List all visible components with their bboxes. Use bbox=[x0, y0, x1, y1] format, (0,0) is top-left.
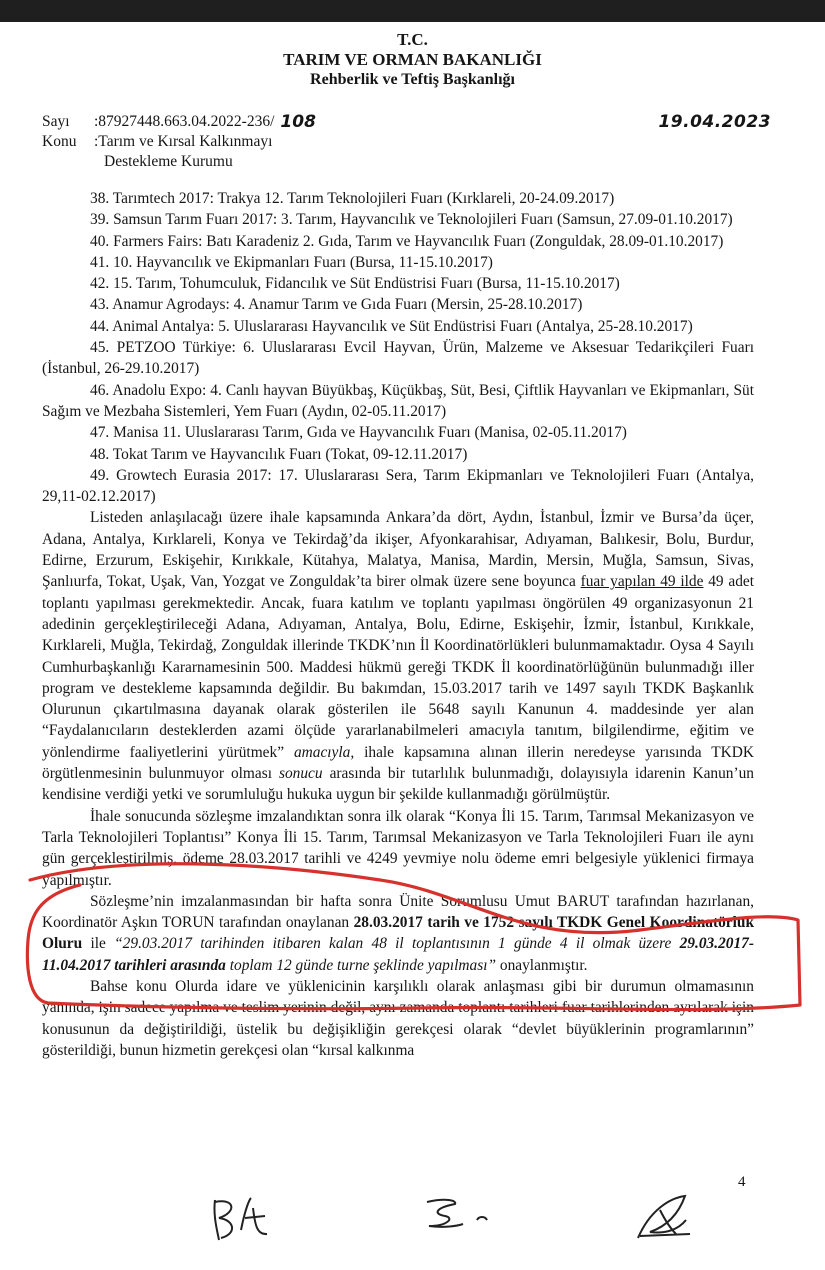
konu-value: :Tarım ve Kırsal Kalkınmayı bbox=[94, 133, 273, 150]
page-number: 4 bbox=[738, 1174, 746, 1190]
list-item: 44. Animal Antalya: 5. Uluslararası Hayvancılık ve Süt Endüstrisi Fuarı (Antalya, 25-28.10.2017) bbox=[90, 317, 693, 335]
header-department: Rehberlik ve Teftiş Başkanlığı bbox=[310, 71, 515, 88]
list-item: 43. Anamur Agrodays: 4. Anamur Tarım ve Gıda Fuarı (Mersin, 25-28.10.2017) bbox=[90, 296, 583, 314]
sayi-handwritten: 108 bbox=[280, 112, 316, 132]
list-item: 41. 10. Hayvancılık ve Ekipmanları Fuarı (Bursa, 11-15.10.2017) bbox=[90, 253, 493, 271]
list-item: 40. Farmers Fairs: Batı Karadeniz 2. Gıda, Tarım ve Hayvancılık Fuarı (Zonguldak, 28.09-01.10.2017) bbox=[90, 232, 724, 250]
konu-value-line2: Destekleme Kurumu bbox=[104, 153, 233, 170]
handwritten-date: 19.04.2023 bbox=[658, 112, 771, 132]
document-body bbox=[42, 188, 754, 1061]
list-item: 39. Samsun Tarım Fuarı 2017: 3. Tarım, Hayvancılık ve Teknolojileri Fuarı (Samsun, 27.09-01.10.2017) bbox=[90, 211, 733, 229]
document-meta bbox=[42, 112, 316, 172]
paragraph-conclusion: Bahse konu Olurda idare ve yüklenicinin karşılıklı olarak anlaşması gibi bir durumun olmamasının yanında, işin sadece yapılma ve teslim yerinin değil, aynı zamanda toplantı tarihleri fuar tarihlerinden ayrılarak işin konusunun da değiştirildiği, üstelik bu değişikliğin gerekçesi olarak “devlet büyüklerinin programlarının” gösterildiği, bunun hizmetin gerekçesi olan “kırsal kalkınma bbox=[42, 977, 754, 1059]
document-header bbox=[0, 30, 825, 90]
sayi-label: Sayı bbox=[42, 113, 70, 130]
signature-3 bbox=[630, 1190, 700, 1245]
paragraph-contract: İhale sonucunda sözleşme imzalandıktan sonra ilk olarak “Konya İli 15. Tarım, Tarımsal Mekanizasyon ve Tarla Teknolojileri Toplantısı” Konya İli 15. Tarım, Tarımsal Mekanizasyon ve Tarla Teknolojileri Fuarı ile aynı gün gerçekleştirilmiş, ödeme 28.03.2017 tarihli ve 4249 yevmiye nolu ödeme emri belgesiyle yüklenici firmaya yapılmıştır. bbox=[42, 807, 754, 889]
top-bar bbox=[0, 0, 825, 22]
paragraph-approval: Sözleşme’nin imzalanmasından bir hafta sonra Ünite Sorumlusu Umut BARUT tarafından hazırlanan, Koordinatör Aşkın TORUN tarafından onaylanan 28.03.2017 tarih ve 1752 sayılı TKDK Genel Koordinatörlük Oluru ile “29.03.2017 tarihinden itibaren kalan 48 il toplantısının 1 günde 4 il olmak üzere 29.03.2017-11.04.2017 tarihleri arasında toplam 12 günde turne şeklinde yapılması” onaylanmıştır. bbox=[42, 892, 754, 974]
paragraph-analysis: Listeden anlaşılacağı üzere ihale kapsamında Ankara’da dört, Aydın, İstanbul, İzmir ve Bursa’da üçer, Adana, Antalya, Kırklareli, Konya ve Tekirdağ’da ikişer, Afyonkarahisar, Adıyaman, Balıkesir, Bolu, Burdur, Edirne, Erzurum, Eskişehir, Kırıkkale, Kütahya, Malatya, Manisa, Mardin, Mersin, Muğla, Samsun, Sivas, Şanlıurfa, Tokat, Uşak, Van, Yozgat ve Zonguldak’ta birer olmak üzere sene boyunca fuar yapılan 49 ilde 49 adet toplantı yapılması gerekmektedir. Ancak, fuara katılım ve toplantı yapılması öngörülen 49 organizasyonun 21 adedinin gerçekleştirileceği Adana, Adıyaman, Antalya, Bolu, Edirne, Eskişehir, İzmir, İstanbul, Kırıkkale, Kırklareli, Muğla, Tekirdağ, Zonguldak illerinde TKDK’nın İl Koordinatörlükleri bulunmamaktadır. Oysa 4 Sayılı Cumhurbaşkanlığı Kararnamesinin 500. Maddesi hükmü gereği TKDK İl koordinatörlüğünün bulunmadığı iller program ve destekleme kapsamında değildir. Bu bakımdan, 15.03.2017 tarih ve 1497 sayılı TKDK Başkanlık Olurunun çıkartılmasına dayanak olarak gösterilen ile 5648 sayılı Kanunun 4. maddesinde yer alan “Faydalanıcıların desteklerden azami ölçüde yararlanabilmeleri amacıyla tanıtım, bilgilendirme, eğitim ve yönlendirme faaliyetlerini yürütmek” amacıyla, ihale kapsamına alınan illerin neredeyse yarısında TKDK örgütlenmesinin bulunmuyor olması sonucu arasında bir tutarlılık bulunmadığı, dolayısıyla idarenin Kanun’un kendisine verdiği yetki ve sorumluluğu hukuka uygun bir şekilde kullanmadığı görülmüştür. bbox=[42, 509, 755, 804]
list-item: 38. Tarımtech 2017: Trakya 12. Tarım Teknolojileri Fuarı (Kırklareli, 20-24.09.2017) bbox=[90, 190, 615, 207]
list-item: 45. PETZOO Türkiye: 6. Uluslararası Evcil Hayvan, Ürün, Malzeme ve Aksesuar Tedarikçileri Fuarı (İstanbul, 26-29.10.2017) bbox=[42, 339, 754, 378]
underlined-phrase: fuar yapılan 49 ilde bbox=[580, 573, 704, 591]
header-tc: T.C. bbox=[397, 30, 428, 49]
list-item: 47. Manisa 11. Uluslararası Tarım, Gıda ve Hayvancılık Fuarı (Manisa, 02-05.11.2017) bbox=[90, 424, 627, 442]
signature-2 bbox=[415, 1190, 495, 1235]
list-item: 49. Growtech Eurasia 2017: 17. Uluslararası Sera, Tarım Ekipmanları ve Teknolojileri Fuarı (Antalya, 29,11-02.12.2017) bbox=[42, 466, 754, 506]
list-item: 42. 15. Tarım, Tohumculuk, Fidancılık ve Süt Endüstrisi Fuarı (Bursa, 11-15.10.2017) bbox=[90, 275, 620, 293]
sayi-value: :87927448.663.04.2022-236/ bbox=[94, 113, 275, 130]
signature-1 bbox=[205, 1190, 275, 1245]
header-ministry: TARIM VE ORMAN BAKANLIĞI bbox=[283, 50, 542, 69]
konu-label: Konu bbox=[42, 133, 77, 150]
list-item: 48. Tokat Tarım ve Hayvancılık Fuarı (Tokat, 09-12.11.2017) bbox=[90, 445, 468, 463]
list-item: 46. Anadolu Expo: 4. Canlı hayvan Büyükbaş, Küçükbaş, Süt, Besi, Çiftlik Hayvanları ve Ekipmanları, Süt Sağım ve Mezbaha Sistemleri, Yem Fuarı (Aydın, 02-05.11.2017) bbox=[42, 381, 754, 420]
